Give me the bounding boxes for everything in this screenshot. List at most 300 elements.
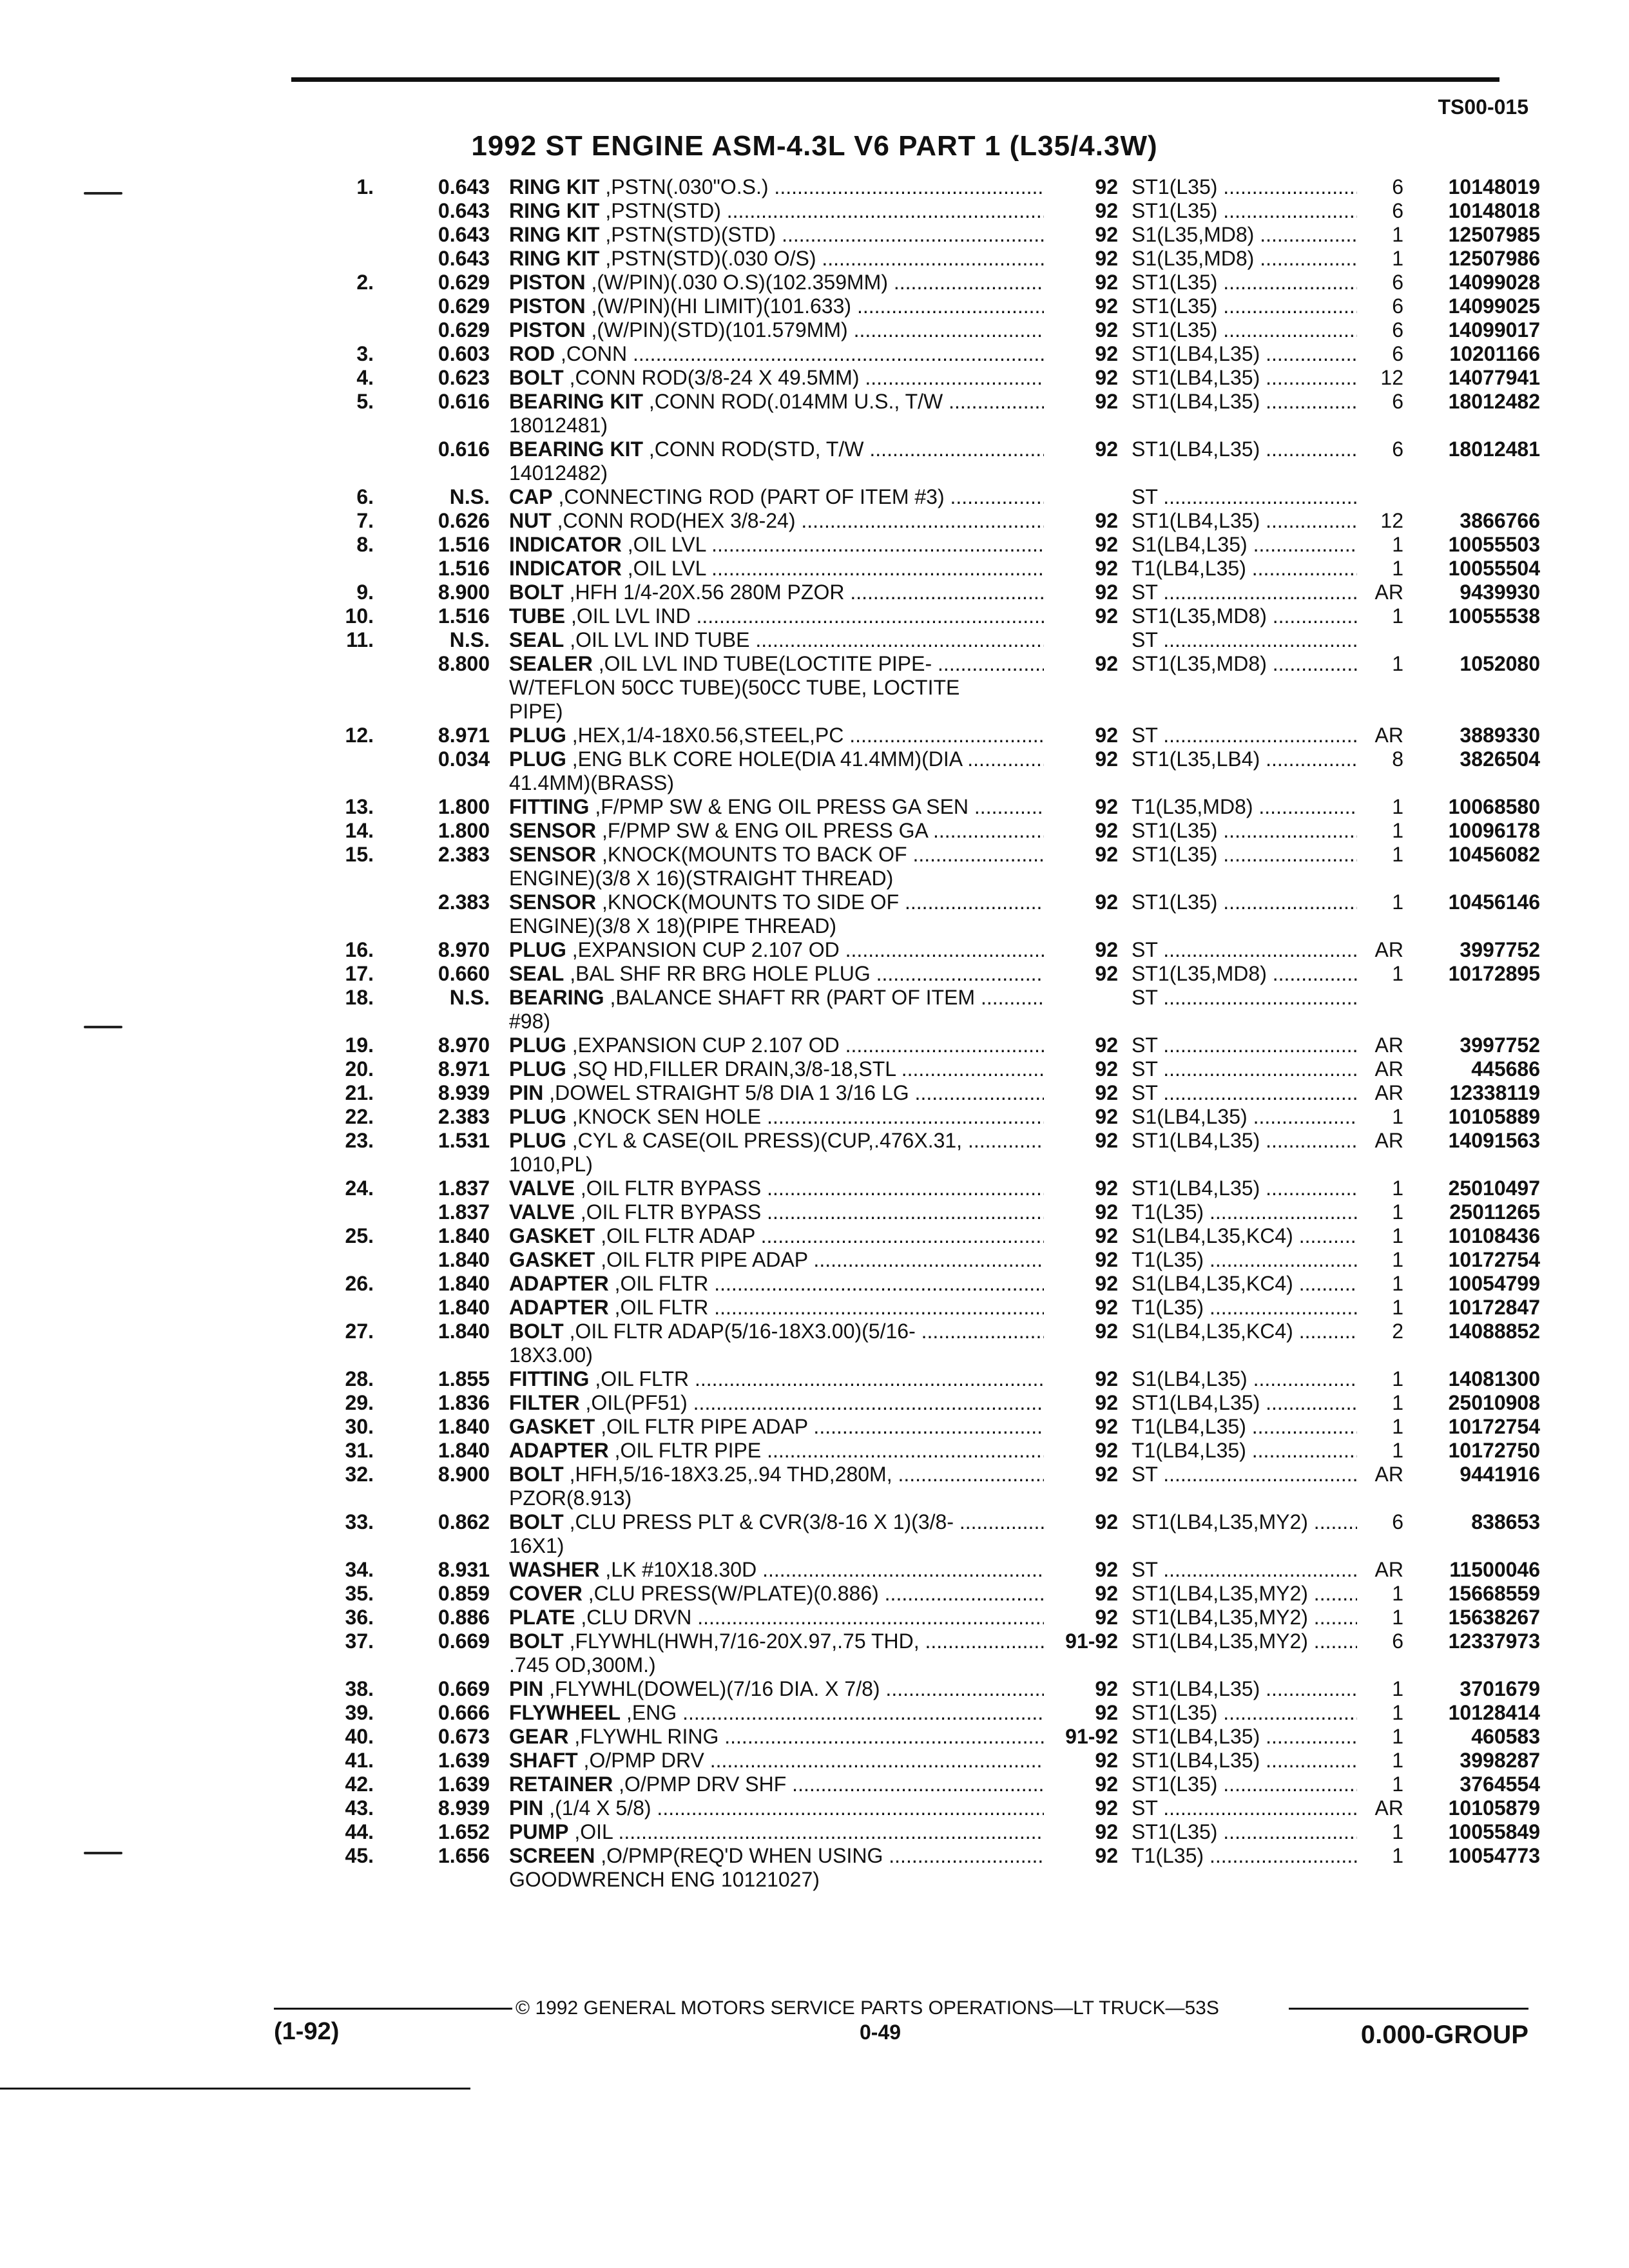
group-number: 0.862 [438, 1510, 490, 1533]
model-year: 92 [1095, 1200, 1118, 1224]
part-detail: ,CONN ROD(3/8-24 X 49.5MM) [563, 366, 860, 389]
table-row [0, 390, 1629, 437]
table-row [0, 1320, 1629, 1367]
vehicle-model: ST1(L35,LB4) ..... [1132, 747, 1357, 771]
table-row [0, 437, 1629, 485]
quantity: 6 [1392, 318, 1403, 341]
quantity: 1 [1392, 652, 1403, 675]
table-row [0, 1224, 1629, 1248]
description-continuation: GOODWRENCH ENG 10121027) [509, 1868, 820, 1891]
part-number: 12337973 [1448, 1629, 1540, 1653]
part-name: INDICATOR [509, 533, 622, 556]
table-row [0, 938, 1629, 962]
item-number: 16. [345, 938, 374, 961]
vehicle-model: ST ..... [1132, 581, 1357, 604]
part-description [509, 1320, 1044, 1367]
item-number: 32. [345, 1463, 374, 1486]
part-name: PUMP [509, 1820, 569, 1843]
part-description [509, 795, 1044, 819]
group-number: 0.603 [438, 342, 490, 365]
quantity: 6 [1392, 1629, 1403, 1653]
part-description [509, 1081, 1044, 1105]
vehicle-model: ST1(LB4,L35) ..... [1132, 1177, 1357, 1200]
quantity: 1 [1392, 1200, 1403, 1224]
group-number: 8.800 [438, 652, 490, 675]
group-number: 1.840 [438, 1272, 490, 1295]
quantity: 1 [1392, 1820, 1403, 1843]
table-row [0, 1606, 1629, 1629]
part-detail: ,F/PMP SW & ENG OIL PRESS GA SEN [589, 795, 969, 818]
table-row [0, 509, 1629, 533]
part-detail: ,LK #10X18.30D [599, 1558, 757, 1581]
table-row [0, 1796, 1629, 1820]
part-detail: ,ENG [621, 1701, 677, 1724]
part-detail: ,(W/PIN)(STD)(101.579MM) [585, 318, 848, 341]
part-number: 9439930 [1460, 581, 1540, 604]
model-year: 92 [1095, 1558, 1118, 1581]
bottom-rule [0, 2088, 470, 2090]
group-number: 0.643 [438, 175, 490, 198]
footer-group: 0.000-GROUP [1360, 2021, 1528, 2049]
part-description [509, 1677, 1044, 1701]
part-name: RING KIT [509, 175, 600, 198]
part-description [509, 223, 1044, 247]
group-number: 1.516 [438, 533, 490, 556]
part-name: BOLT [509, 1320, 564, 1343]
table-row [0, 581, 1629, 604]
model-year: 92 [1095, 652, 1118, 675]
vehicle-model: T1(LB4,L35) ..... [1132, 1415, 1357, 1439]
part-number: 10172847 [1448, 1296, 1540, 1319]
table-row [0, 1725, 1629, 1749]
item-number: 26. [345, 1272, 374, 1295]
vehicle-model: S1(LB4,L35,KC4) ..... [1132, 1320, 1357, 1343]
part-number: 25010908 [1448, 1391, 1540, 1414]
quantity: 1 [1392, 1105, 1403, 1128]
vehicle-model: ST ..... [1132, 724, 1357, 747]
group-number: 0.626 [438, 509, 490, 532]
table-row [0, 890, 1629, 938]
part-name: PIN [509, 1677, 544, 1700]
part-number: 14077941 [1448, 366, 1540, 389]
table-row [0, 1248, 1629, 1272]
part-number: 3764554 [1460, 1773, 1540, 1796]
part-description [509, 1439, 1044, 1463]
vehicle-model: ST1(L35,MD8) ..... [1132, 962, 1357, 986]
part-description [509, 318, 1044, 342]
part-name: TUBE [509, 604, 566, 628]
group-number: N.S. [449, 986, 490, 1009]
part-description [509, 986, 1044, 1033]
vehicle-model: ST1(L35) ..... [1132, 318, 1357, 342]
part-number: 838653 [1471, 1510, 1540, 1533]
page-title: 1992 ST ENGINE ASM-4.3L V6 PART 1 (L35/4.3W) [471, 130, 1158, 162]
part-name: GASKET [509, 1224, 595, 1247]
part-number: 445686 [1471, 1057, 1540, 1081]
group-number: 8.939 [438, 1081, 490, 1104]
vehicle-model: ST ..... [1132, 1033, 1357, 1057]
model-year: 92 [1095, 175, 1118, 198]
part-name: BEARING [509, 986, 604, 1009]
part-description [509, 1248, 1044, 1272]
footer-copyright: © 1992 GENERAL MOTORS SERVICE PARTS OPERATIONS—LT TRUCK—53S [516, 1997, 1219, 2019]
group-number: 0.629 [438, 318, 490, 341]
part-name: PLUG [509, 747, 566, 771]
table-row [0, 795, 1629, 819]
vehicle-model: S1(L35,MD8) ..... [1132, 223, 1357, 247]
quantity: AR [1374, 1033, 1403, 1057]
table-row [0, 1272, 1629, 1296]
table-row [0, 1033, 1629, 1057]
part-number: 15668559 [1448, 1582, 1540, 1605]
group-number: 1.840 [438, 1439, 490, 1462]
quantity: 1 [1392, 890, 1403, 914]
part-detail: ,OIL FLTR BYPASS [574, 1177, 762, 1200]
part-number: 10055503 [1448, 533, 1540, 556]
description-continuation: 18012481) [509, 414, 608, 437]
group-number: 1.639 [438, 1749, 490, 1772]
group-number: 0.629 [438, 271, 490, 294]
table-row [0, 986, 1629, 1033]
part-detail: ,OIL FLTR PIPE [608, 1439, 762, 1462]
item-number: 14. [345, 819, 374, 842]
group-number: 0.629 [438, 294, 490, 318]
table-row [0, 175, 1629, 199]
part-description [509, 1749, 1044, 1773]
part-description [509, 390, 1044, 437]
vehicle-model: ST ..... [1132, 1558, 1357, 1582]
model-year: 92 [1095, 1749, 1118, 1772]
quantity: 6 [1392, 199, 1403, 222]
part-name: PLUG [509, 1105, 566, 1128]
quantity: 6 [1392, 390, 1403, 413]
quantity: 1 [1392, 1177, 1403, 1200]
table-row [0, 604, 1629, 628]
part-detail: ,FLYWHL RING [568, 1725, 719, 1748]
item-number: 2. [356, 271, 374, 294]
part-detail: ,(1/4 X 5/8) [543, 1796, 651, 1820]
model-year: 92 [1095, 1510, 1118, 1533]
part-name: VALVE [509, 1177, 575, 1200]
group-number: N.S. [449, 628, 490, 651]
footer-date-code: (1-92) [274, 2018, 340, 2045]
model-year: 92 [1095, 1320, 1118, 1343]
part-detail: ,O/PMP DRV SHF [613, 1773, 787, 1796]
part-number: 10096178 [1448, 819, 1540, 842]
item-number: 45. [345, 1844, 374, 1867]
quantity: AR [1374, 724, 1403, 747]
part-number: 14099028 [1448, 271, 1540, 294]
top-rule [291, 77, 1499, 82]
part-detail: ,CONNECTING ROD (PART OF ITEM #3) [552, 485, 945, 508]
group-number: 0.886 [438, 1606, 490, 1629]
part-description [509, 485, 1044, 509]
table-row [0, 1510, 1629, 1558]
part-detail: ,OIL LVL [621, 533, 706, 556]
item-number: 27. [345, 1320, 374, 1343]
part-number: 1052080 [1460, 652, 1540, 675]
part-name: FITTING [509, 795, 590, 818]
part-description [509, 1057, 1044, 1081]
part-description [509, 628, 1044, 652]
document-id: TS00-015 [1438, 95, 1528, 119]
part-number: 11500046 [1449, 1558, 1540, 1581]
part-number: 10105879 [1448, 1796, 1540, 1820]
description-continuation: 41.4MM)(BRASS) [509, 771, 675, 794]
table-row [0, 366, 1629, 390]
vehicle-model: T1(LB4,L35) ..... [1132, 557, 1357, 581]
model-year: 92 [1095, 1701, 1118, 1724]
vehicle-model: ST ..... [1132, 1081, 1357, 1105]
table-row [0, 342, 1629, 366]
table-row [0, 1629, 1629, 1677]
part-number: 3998287 [1460, 1749, 1540, 1772]
part-detail: ,BALANCE SHAFT RR (PART OF ITEM [604, 986, 976, 1009]
group-number: 8.970 [438, 938, 490, 961]
table-row [0, 1200, 1629, 1224]
item-number: 34. [345, 1558, 374, 1581]
part-description [509, 747, 1044, 795]
group-number: 1.840 [438, 1415, 490, 1438]
item-number: 31. [345, 1439, 374, 1462]
part-name: PIN [509, 1081, 544, 1104]
part-number: 15638267 [1448, 1606, 1540, 1629]
quantity: AR [1374, 1558, 1403, 1581]
model-year: 92 [1095, 294, 1118, 318]
group-number: 1.837 [438, 1200, 490, 1224]
part-description [509, 819, 1044, 843]
description-continuation: W/TEFLON 50CC TUBE)(50CC TUBE, LOCTITE [509, 676, 960, 699]
part-detail: ,PSTN(STD)(STD) [599, 223, 776, 246]
vehicle-model: T1(L35) ..... [1132, 1200, 1357, 1224]
table-row [0, 223, 1629, 247]
quantity: 1 [1392, 1248, 1403, 1271]
table-row [0, 628, 1629, 652]
part-name: PLUG [509, 724, 566, 747]
part-detail: ,OIL LVL [621, 557, 706, 580]
item-number: 1. [356, 175, 374, 198]
item-number: 40. [345, 1725, 374, 1748]
quantity: 12 [1380, 366, 1403, 389]
vehicle-model: T1(LB4,L35) ..... [1132, 1439, 1357, 1463]
part-description [509, 342, 1044, 366]
part-detail: ,FLYWHL(DOWEL)(7/16 DIA. X 7/8) [543, 1677, 880, 1700]
vehicle-model: ST1(LB4,L35) ..... [1132, 1677, 1357, 1701]
item-number: 18. [345, 986, 374, 1009]
quantity: 1 [1392, 1844, 1403, 1867]
model-year: 92 [1095, 1248, 1118, 1271]
group-number: 0.623 [438, 366, 490, 389]
model-year: 92 [1095, 1296, 1118, 1319]
part-description [509, 581, 1044, 604]
group-number: 0.666 [438, 1701, 490, 1724]
part-description [509, 1510, 1044, 1558]
page-number: 0-49 [860, 2021, 901, 2044]
quantity: 6 [1392, 271, 1403, 294]
part-number: 10172750 [1448, 1439, 1540, 1462]
model-year: 92 [1095, 1224, 1118, 1247]
table-row [0, 747, 1629, 795]
quantity: 1 [1392, 795, 1403, 818]
vehicle-model: ST1(LB4,L35) ..... [1132, 1725, 1357, 1749]
part-name: PLUG [509, 1033, 566, 1057]
quantity: 1 [1392, 1439, 1403, 1462]
quantity: 6 [1392, 342, 1403, 365]
part-description [509, 1272, 1044, 1296]
part-name: COVER [509, 1582, 583, 1605]
part-detail: ,SQ HD,FILLER DRAIN,3/8-18,STL [566, 1057, 896, 1081]
part-description [509, 962, 1044, 986]
table-row [0, 843, 1629, 890]
group-number: 1.836 [438, 1391, 490, 1414]
part-number: 10055538 [1448, 604, 1540, 628]
group-number: 8.971 [438, 1057, 490, 1081]
vehicle-model: ST ..... [1132, 628, 1357, 652]
part-number: 18012482 [1448, 390, 1540, 413]
model-year: 92 [1095, 247, 1118, 270]
item-number: 3. [356, 342, 374, 365]
quantity: 1 [1392, 1677, 1403, 1700]
model-year: 92 [1095, 795, 1118, 818]
vehicle-model: ST1(L35) ..... [1132, 175, 1357, 199]
table-row [0, 1701, 1629, 1725]
item-number: 38. [345, 1677, 374, 1700]
quantity: 6 [1392, 175, 1403, 198]
quantity: 1 [1392, 1272, 1403, 1295]
part-number: 10172754 [1448, 1415, 1540, 1438]
part-name: SCREEN [509, 1844, 595, 1867]
model-year: 92 [1095, 437, 1118, 461]
part-number: 25011265 [1449, 1200, 1540, 1224]
quantity: 1 [1392, 843, 1403, 866]
table-row [0, 557, 1629, 581]
model-year: 92 [1095, 509, 1118, 532]
part-name: PISTON [509, 294, 586, 318]
item-number: 37. [345, 1629, 374, 1653]
vehicle-model: ST1(LB4,L35) ..... [1132, 366, 1357, 390]
part-name: RING KIT [509, 199, 600, 222]
part-description [509, 199, 1044, 223]
part-detail: ,CLU DRVN [575, 1606, 692, 1629]
part-number: 10055504 [1448, 557, 1540, 580]
item-number: 39. [345, 1701, 374, 1724]
description-continuation: 18X3.00) [509, 1343, 593, 1367]
item-number: 10. [345, 604, 374, 628]
part-detail: ,OIL LVL IND TUBE(LOCTITE PIPE- [592, 652, 932, 675]
table-row [0, 271, 1629, 294]
item-number: 11. [346, 628, 374, 651]
part-description [509, 1415, 1044, 1439]
model-year: 92 [1095, 1105, 1118, 1128]
table-row [0, 1105, 1629, 1129]
item-number: 20. [345, 1057, 374, 1081]
part-number: 12507986 [1448, 247, 1540, 270]
group-number: 1.652 [438, 1820, 490, 1843]
vehicle-model: ST1(LB4,L35,MY2) ..... [1132, 1629, 1357, 1653]
part-name: SENSOR [509, 819, 597, 842]
model-year: 92 [1095, 1129, 1118, 1152]
table-row [0, 652, 1629, 724]
table-row [0, 1463, 1629, 1510]
table-row [0, 724, 1629, 747]
group-number: 1.840 [438, 1248, 490, 1271]
vehicle-model: ST ..... [1132, 938, 1357, 962]
table-row [0, 1129, 1629, 1177]
table-row [0, 1296, 1629, 1320]
vehicle-model: ST ..... [1132, 485, 1357, 509]
part-description [509, 1177, 1044, 1200]
part-name: BOLT [509, 1629, 564, 1653]
part-name: PLATE [509, 1606, 575, 1629]
part-description [509, 724, 1044, 747]
model-year: 92 [1095, 1391, 1118, 1414]
part-description [509, 1129, 1044, 1177]
group-number: 0.034 [438, 747, 490, 771]
part-detail: ,CONN ROD(.014MM U.S., T/W [643, 390, 943, 413]
quantity: 6 [1392, 1510, 1403, 1533]
item-number: 25. [345, 1224, 374, 1247]
part-number: 10172754 [1448, 1248, 1540, 1271]
part-description [509, 1105, 1044, 1129]
model-year: 92 [1095, 1081, 1118, 1104]
vehicle-model: S1(LB4,L35) ..... [1132, 1367, 1357, 1391]
group-number: 0.669 [438, 1677, 490, 1700]
part-number: 12338119 [1449, 1081, 1540, 1104]
quantity: AR [1374, 1129, 1403, 1152]
part-detail: ,CLU PRESS PLT & CVR(3/8-16 X 1)(3/8- [563, 1510, 954, 1533]
part-detail: ,OIL FLTR PIPE ADAP [595, 1415, 808, 1438]
part-number: 460583 [1471, 1725, 1540, 1748]
vehicle-model: S1(LB4,L35,KC4) ..... [1132, 1224, 1357, 1248]
item-number: 4. [356, 366, 374, 389]
part-detail: ,KNOCK(MOUNTS TO SIDE OF [596, 890, 900, 914]
quantity: 1 [1392, 533, 1403, 556]
part-name: RING KIT [509, 247, 600, 270]
quantity: 1 [1392, 1701, 1403, 1724]
quantity: 1 [1392, 223, 1403, 246]
part-detail: ,OIL LVL IND TUBE [564, 628, 750, 651]
model-year: 92 [1095, 1177, 1118, 1200]
part-description [509, 1582, 1044, 1606]
table-row [0, 533, 1629, 557]
quantity: 1 [1392, 962, 1403, 985]
vehicle-model: ST1(LB4,L35) ..... [1132, 1391, 1357, 1415]
part-description [509, 1367, 1044, 1391]
quantity: AR [1374, 1057, 1403, 1081]
quantity: 12 [1380, 509, 1403, 532]
part-name: ADAPTER [509, 1439, 609, 1462]
part-detail: ,PSTN(STD)(.030 O/S) [599, 247, 816, 270]
part-description [509, 533, 1044, 557]
part-number: 3997752 [1460, 938, 1540, 961]
part-description [509, 843, 1044, 890]
vehicle-model: ST1(LB4,L35) ..... [1132, 1129, 1357, 1153]
part-number: 14081300 [1448, 1367, 1540, 1390]
vehicle-model: ST1(L35) ..... [1132, 819, 1357, 843]
group-number: 0.616 [438, 390, 490, 413]
part-description [509, 604, 1044, 628]
model-year: 92 [1095, 199, 1118, 222]
part-detail: ,DOWEL STRAIGHT 5/8 DIA 1 3/16 LG [543, 1081, 909, 1104]
part-number: 10068580 [1448, 795, 1540, 818]
quantity: 1 [1392, 1749, 1403, 1772]
vehicle-model: ST1(LB4,L35,MY2) ..... [1132, 1582, 1357, 1606]
vehicle-model: S1(LB4,L35) ..... [1132, 1105, 1357, 1129]
model-year: 92 [1095, 318, 1118, 341]
vehicle-model: ST1(LB4,L35,MY2) ..... [1132, 1606, 1357, 1629]
part-detail: ,PSTN(.030"O.S.) [599, 175, 769, 198]
model-year: 92 [1095, 366, 1118, 389]
